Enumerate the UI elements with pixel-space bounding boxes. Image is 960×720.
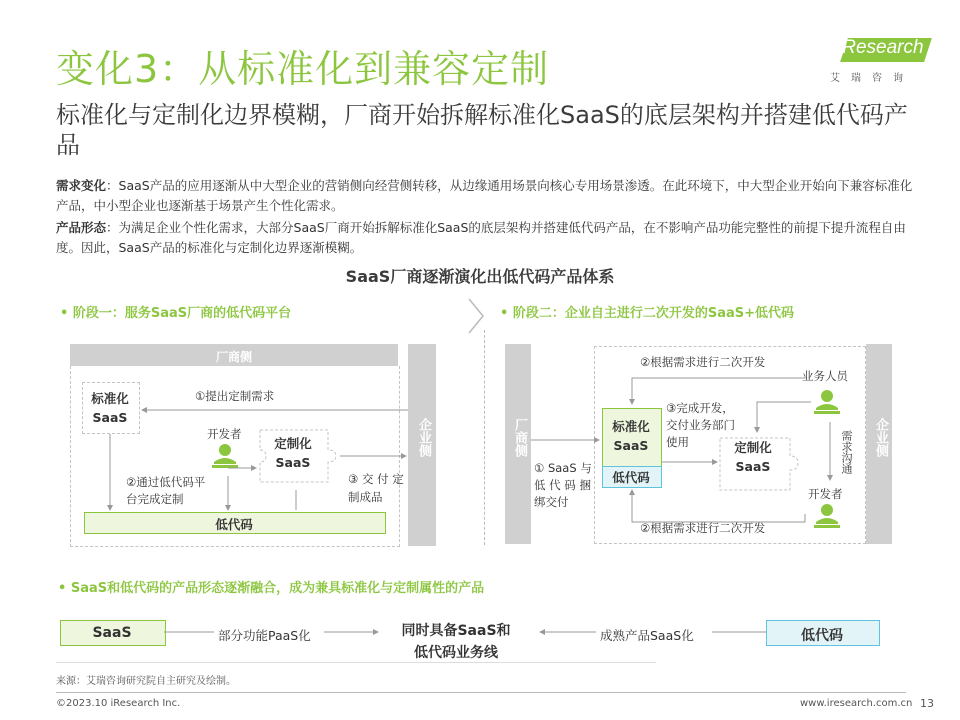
stage1-arrows bbox=[70, 344, 410, 546]
partial-label: 部分功能PaaS化 bbox=[218, 628, 311, 643]
logo-subtitle: 艾瑞咨询 bbox=[830, 73, 914, 84]
communicate-label: 需求沟通 bbox=[840, 430, 853, 474]
stage1-heading: • 阶段一：服务SaaS厂商的低代码平台 bbox=[60, 306, 292, 321]
paragraph-label: 产品形态 bbox=[56, 220, 107, 235]
lowcode-label: 低代码 bbox=[215, 517, 253, 532]
merge-heading: • SaaS和低代码的产品形态逐渐融合，成为兼具标准化与定制属性的产品 bbox=[58, 581, 485, 596]
center-label: 同时具备SaaS和 低代码业务线 bbox=[401, 623, 511, 661]
copyright: ©2023.10 iResearch Inc. bbox=[56, 698, 181, 709]
source-note: 来源：艾瑞咨询研究院自主研究及绘制。 bbox=[56, 676, 236, 687]
standard-saas-label-2: 标准化 SaaS bbox=[612, 419, 650, 453]
page-title: 变化3：从标准化到兼容定制 bbox=[56, 47, 550, 91]
stage2-arrows bbox=[505, 344, 895, 546]
website-link[interactable]: www.iresearch.com.cn bbox=[800, 698, 913, 709]
merge-arrows bbox=[164, 624, 768, 640]
paragraph-demand bbox=[56, 176, 916, 216]
logo: iResearch bbox=[838, 37, 924, 58]
chevron-right-icon bbox=[466, 296, 486, 336]
lowcode-label-2: 低代码 bbox=[612, 470, 650, 485]
complete-dev-label: ③完成开发， 交付业务部门 使用 bbox=[666, 401, 735, 449]
custom-saas-label-2: 定制化 SaaS bbox=[734, 440, 772, 474]
redev-bottom-label: ②根据需求进行二次开发 bbox=[640, 521, 766, 535]
custom-saas-label: 定制化 SaaS bbox=[274, 436, 312, 470]
enterprise-side-label-2: 企业侧 bbox=[873, 418, 888, 457]
page-number: 13 bbox=[920, 697, 934, 710]
vendor-side-label: 厂商侧 bbox=[215, 350, 252, 364]
footer-divider bbox=[56, 692, 906, 693]
diagram-title: SaaS厂商逐渐演化出低代码产品体系 bbox=[345, 267, 615, 286]
via-lowcode-label: ②通过低代码平 台完成定制 bbox=[126, 475, 206, 506]
deliver-label: ③ 交 付 定 制成品 bbox=[348, 472, 404, 504]
redev-top-label: ②根据需求进行二次开发 bbox=[640, 355, 766, 369]
developer-label: 开发者 bbox=[207, 427, 242, 441]
vendor-side-label-2: 厂商侧 bbox=[512, 418, 527, 457]
paragraph-product bbox=[56, 218, 916, 258]
developer-label-2: 开发者 bbox=[808, 487, 843, 501]
request-label: ①提出定制需求 bbox=[195, 389, 275, 403]
paragraph-text: ：为满足企业个性化需求，大部分SaaS厂商开始拆解标准化SaaS的底层架构并搭建低代码产品，在不影响产品功能完整性的前提下提升流程自由度。因此，SaaS产品的标准化与定制化边界逐渐模糊。 bbox=[56, 220, 906, 255]
source-divider bbox=[56, 662, 656, 663]
paragraph-label: 需求变化 bbox=[56, 178, 107, 193]
business-staff-label: 业务人员 bbox=[802, 369, 848, 383]
saas-label: SaaS bbox=[92, 625, 132, 641]
lowcode-label-merge: 低代码 bbox=[801, 628, 843, 644]
bundle-label: ① SaaS 与 低 代 码 捆 绑交付 bbox=[534, 461, 592, 509]
standard-saas-label: 标准化 SaaS bbox=[91, 391, 129, 425]
enterprise-side-label: 企业侧 bbox=[416, 418, 431, 457]
paragraph-text: ：SaaS产品的应用逐渐从中大型企业的营销侧向经营侧转移，从边缘通用场景向核心专用场景渗透。在此环境下，中大型企业开始向下兼容标准化产品，中小型企业也逐渐基于场景产生个性化需求。 bbox=[56, 178, 913, 213]
mature-label: 成熟产品SaaS化 bbox=[600, 628, 694, 643]
stage2-heading: • 阶段二：企业自主进行二次开发的SaaS+低代码 bbox=[500, 306, 794, 321]
stage-divider bbox=[484, 330, 485, 545]
page-subtitle: 标准化与定制化边界模糊，厂商开始拆解标准化SaaS的底层架构并搭建低代码产品 bbox=[56, 101, 908, 159]
